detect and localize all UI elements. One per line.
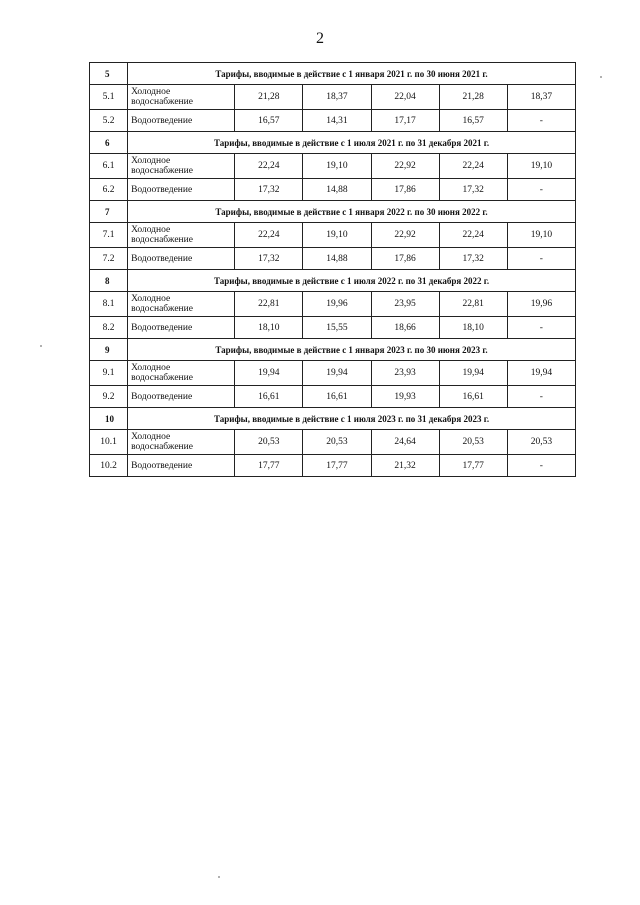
tariff-value: 22,92 xyxy=(371,223,439,248)
tariff-value: 20,53 xyxy=(235,430,303,455)
row-number: 8.1 xyxy=(90,292,128,317)
table-row xyxy=(90,223,576,248)
row-number: 6.2 xyxy=(90,179,128,201)
tariff-value: 14,88 xyxy=(303,248,371,270)
tariff-table xyxy=(89,62,576,477)
row-number: 6.1 xyxy=(90,154,128,179)
tariff-value: 19,93 xyxy=(371,386,439,408)
section-title: Тарифы, вводимые в действие с 1 января 2022 г. по 30 июня 2022 г. xyxy=(128,201,576,223)
table-row xyxy=(90,455,576,477)
tariff-value: 21,28 xyxy=(235,85,303,110)
section-title: Тарифы, вводимые в действие с 1 июля 2022 г. по 31 декабря 2022 г. xyxy=(128,270,576,292)
tariff-value: - xyxy=(507,179,575,201)
service-name: Холодное водоснабжение xyxy=(128,154,235,179)
service-name: Водоотведение xyxy=(128,179,235,201)
tariff-value: 14,88 xyxy=(303,179,371,201)
tariff-value: 21,32 xyxy=(371,455,439,477)
tariff-value: 19,94 xyxy=(439,361,507,386)
section-header-row xyxy=(90,270,576,292)
section-number: 7 xyxy=(90,201,128,223)
service-name: Водоотведение xyxy=(128,386,235,408)
scan-speck xyxy=(600,76,602,78)
tariff-value: 19,94 xyxy=(507,361,575,386)
tariff-value: 20,53 xyxy=(303,430,371,455)
service-name: Водоотведение xyxy=(128,455,235,477)
row-number: 10.1 xyxy=(90,430,128,455)
service-name: Водоотведение xyxy=(128,248,235,270)
section-header-row xyxy=(90,201,576,223)
tariff-value: 17,77 xyxy=(439,455,507,477)
table-row xyxy=(90,386,576,408)
section-number: 6 xyxy=(90,132,128,154)
section-header-row xyxy=(90,339,576,361)
service-name: Холодное водоснабжение xyxy=(128,85,235,110)
section-title: Тарифы, вводимые в действие с 1 января 2023 г. по 30 июня 2023 г. xyxy=(128,339,576,361)
tariff-value: 20,53 xyxy=(439,430,507,455)
tariff-value: 18,37 xyxy=(507,85,575,110)
tariff-value: 16,61 xyxy=(235,386,303,408)
tariff-value: 17,32 xyxy=(235,179,303,201)
row-number: 8.2 xyxy=(90,317,128,339)
row-number: 5.2 xyxy=(90,110,128,132)
tariff-value: 18,10 xyxy=(235,317,303,339)
row-number: 7.2 xyxy=(90,248,128,270)
tariff-value: 17,17 xyxy=(371,110,439,132)
section-header-row xyxy=(90,132,576,154)
section-number: 8 xyxy=(90,270,128,292)
tariff-value: 22,24 xyxy=(439,154,507,179)
table-row xyxy=(90,248,576,270)
tariff-value: 17,77 xyxy=(235,455,303,477)
tariff-value: - xyxy=(507,455,575,477)
table-row xyxy=(90,154,576,179)
tariff-value: 16,57 xyxy=(439,110,507,132)
table-row xyxy=(90,179,576,201)
section-header-row xyxy=(90,408,576,430)
tariff-value: 21,28 xyxy=(439,85,507,110)
tariff-value: 19,94 xyxy=(303,361,371,386)
tariff-value: 22,24 xyxy=(235,154,303,179)
tariff-value: 16,61 xyxy=(439,386,507,408)
tariff-value: 17,77 xyxy=(303,455,371,477)
row-number: 9.2 xyxy=(90,386,128,408)
tariff-value: 17,86 xyxy=(371,248,439,270)
tariff-value: 22,81 xyxy=(235,292,303,317)
row-number: 10.2 xyxy=(90,455,128,477)
table-row xyxy=(90,85,576,110)
scan-speck xyxy=(40,345,42,347)
table-row xyxy=(90,110,576,132)
tariff-value: 22,24 xyxy=(439,223,507,248)
tariff-value: - xyxy=(507,386,575,408)
row-number: 9.1 xyxy=(90,361,128,386)
section-title: Тарифы, вводимые в действие с 1 июля 2021 г. по 31 декабря 2021 г. xyxy=(128,132,576,154)
service-name: Холодное водоснабжение xyxy=(128,430,235,455)
tariff-value: 19,10 xyxy=(507,223,575,248)
tariff-value: - xyxy=(507,317,575,339)
row-number: 5.1 xyxy=(90,85,128,110)
tariff-value: 16,61 xyxy=(303,386,371,408)
tariff-value: 17,32 xyxy=(439,179,507,201)
section-title: Тарифы, вводимые в действие с 1 июля 2023 г. по 31 декабря 2023 г. xyxy=(128,408,576,430)
service-name: Водоотведение xyxy=(128,110,235,132)
tariff-value: 16,57 xyxy=(235,110,303,132)
table-row xyxy=(90,292,576,317)
section-title: Тарифы, вводимые в действие с 1 января 2021 г. по 30 июня 2021 г. xyxy=(128,63,576,85)
tariff-value: 17,86 xyxy=(371,179,439,201)
tariff-value: 18,10 xyxy=(439,317,507,339)
tariff-value: 24,64 xyxy=(371,430,439,455)
service-name: Холодное водоснабжение xyxy=(128,361,235,386)
section-number: 5 xyxy=(90,63,128,85)
tariff-value: 19,94 xyxy=(235,361,303,386)
tariff-value: 19,96 xyxy=(507,292,575,317)
service-name: Холодное водоснабжение xyxy=(128,292,235,317)
tariff-value: - xyxy=(507,248,575,270)
tariff-value: 14,31 xyxy=(303,110,371,132)
table-row xyxy=(90,317,576,339)
service-name: Водоотведение xyxy=(128,317,235,339)
table-row xyxy=(90,361,576,386)
tariff-value: 19,10 xyxy=(303,154,371,179)
tariff-value: 22,81 xyxy=(439,292,507,317)
tariff-value: 20,53 xyxy=(507,430,575,455)
tariff-value: 18,37 xyxy=(303,85,371,110)
tariff-value: 22,92 xyxy=(371,154,439,179)
table-row xyxy=(90,430,576,455)
tariff-value: 23,93 xyxy=(371,361,439,386)
service-name: Холодное водоснабжение xyxy=(128,223,235,248)
section-number: 9 xyxy=(90,339,128,361)
tariff-value: 19,96 xyxy=(303,292,371,317)
row-number: 7.1 xyxy=(90,223,128,248)
section-number: 10 xyxy=(90,408,128,430)
tariff-value: 19,10 xyxy=(507,154,575,179)
tariff-table-body xyxy=(90,63,576,477)
scan-speck xyxy=(218,876,220,878)
tariff-value: 22,24 xyxy=(235,223,303,248)
tariff-value: 18,66 xyxy=(371,317,439,339)
section-header-row xyxy=(90,63,576,85)
tariff-value: 22,04 xyxy=(371,85,439,110)
tariff-value: 23,95 xyxy=(371,292,439,317)
tariff-value: 15,55 xyxy=(303,317,371,339)
tariff-value: 17,32 xyxy=(235,248,303,270)
tariff-value: 19,10 xyxy=(303,223,371,248)
tariff-value: 17,32 xyxy=(439,248,507,270)
tariff-value: - xyxy=(507,110,575,132)
page-number: 2 xyxy=(316,30,324,47)
